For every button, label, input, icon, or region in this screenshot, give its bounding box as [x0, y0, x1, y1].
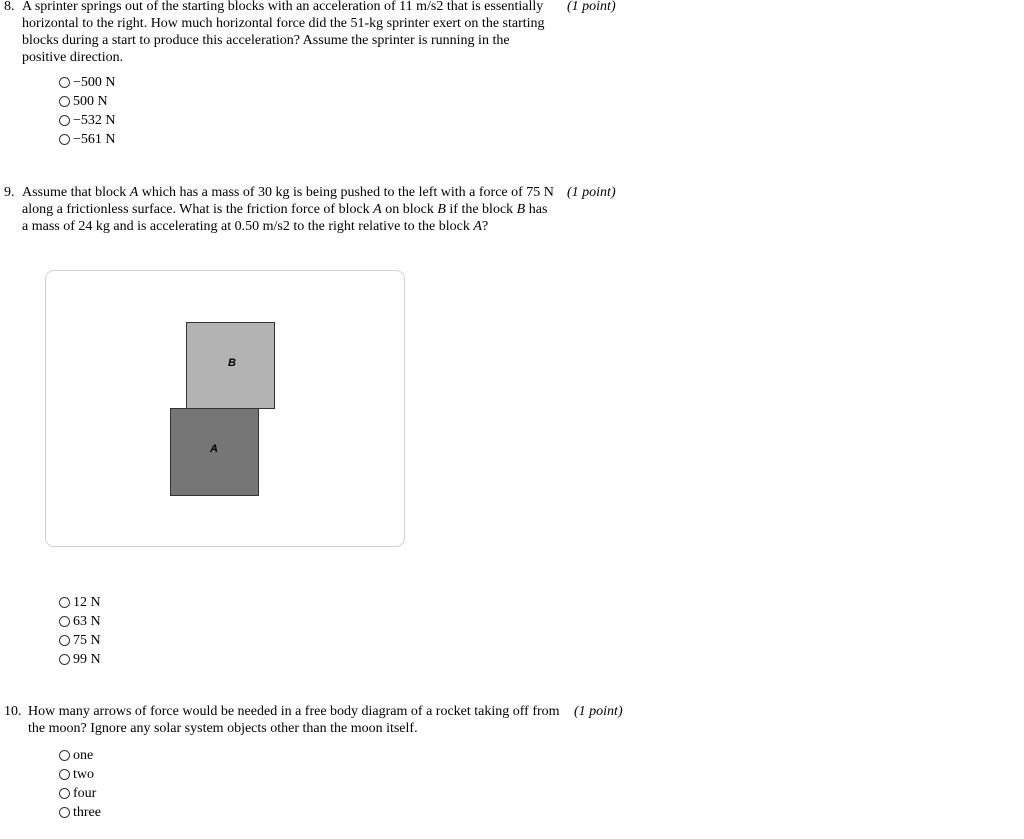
- answer-option[interactable]: [59, 650, 101, 669]
- option-label: 500 N: [73, 94, 108, 109]
- points-label: (1 point): [574, 704, 623, 719]
- question-text-line: a mass of 24 kg and is accelerating at 0.50 m/s2 to the right relative to the block A?: [22, 219, 489, 234]
- question-number: 8.: [4, 0, 15, 14]
- answer-option[interactable]: [59, 593, 101, 612]
- option-label: 63 N: [73, 614, 101, 629]
- question-text: [22, 0, 545, 66]
- answer-option[interactable]: [59, 111, 116, 130]
- question-text: [28, 703, 560, 737]
- radio-button[interactable]: [59, 597, 70, 608]
- option-label: −500 N: [73, 75, 116, 90]
- answer-options-q10: [59, 746, 101, 822]
- option-label: two: [73, 767, 94, 782]
- block-a: [170, 408, 259, 496]
- question-number: 10.: [4, 704, 22, 719]
- option-label: 12 N: [73, 595, 101, 610]
- option-label: three: [73, 805, 101, 820]
- question-10: [4, 703, 634, 743]
- option-label: −532 N: [73, 113, 116, 128]
- answer-option[interactable]: [59, 784, 101, 803]
- answer-option[interactable]: [59, 803, 101, 822]
- radio-button[interactable]: [59, 115, 70, 126]
- question-text: [22, 184, 554, 235]
- question-text-line: positive direction.: [22, 50, 124, 65]
- points-label: (1 point): [567, 185, 616, 200]
- answer-option[interactable]: [59, 631, 101, 650]
- answer-option[interactable]: [59, 92, 116, 111]
- option-label: four: [73, 786, 97, 801]
- answer-option[interactable]: [59, 73, 116, 92]
- question-text-line: A sprinter springs out of the starting blocks with an acceleration of 11 m/s2 that is essentially: [22, 0, 544, 14]
- radio-button[interactable]: [59, 77, 70, 88]
- option-label: −561 N: [73, 132, 116, 147]
- option-label: 99 N: [73, 652, 101, 667]
- radio-button[interactable]: [59, 750, 70, 761]
- radio-button[interactable]: [59, 654, 70, 665]
- answer-option[interactable]: [59, 612, 101, 631]
- block-b: [186, 322, 275, 409]
- question-text-line: Assume that block A which has a mass of 30 kg is being pushed to the left with a force of 75 N: [22, 185, 554, 200]
- question-text-line: along a frictionless surface. What is the friction force of block A on block B if the block B has: [22, 202, 548, 217]
- answer-option[interactable]: [59, 765, 101, 784]
- radio-button[interactable]: [59, 807, 70, 818]
- question-text-line: horizontal to the right. How much horizontal force did the 51-kg sprinter exert on the starting: [22, 16, 545, 31]
- question-text-line: How many arrows of force would be needed in a free body diagram of a rocket taking off from: [28, 704, 560, 719]
- question-text-line: blocks during a start to produce this acceleration? Assume the sprinter is running in the: [22, 33, 510, 48]
- points-label: (1 point): [567, 0, 616, 14]
- radio-button[interactable]: [59, 635, 70, 646]
- radio-button[interactable]: [59, 769, 70, 780]
- question-text-line: the moon? Ignore any solar system objects other than the moon itself.: [28, 721, 418, 736]
- radio-button[interactable]: [59, 616, 70, 627]
- block-b-label: B: [228, 357, 236, 369]
- answer-option[interactable]: [59, 746, 101, 765]
- answer-options-q8: [59, 73, 116, 149]
- block-a-label: A: [210, 443, 218, 455]
- option-label: 75 N: [73, 633, 101, 648]
- radio-button[interactable]: [59, 96, 70, 107]
- question-9: [4, 184, 624, 244]
- answer-options-q9: [59, 593, 101, 669]
- question-number: 9.: [4, 185, 15, 200]
- radio-button[interactable]: [59, 788, 70, 799]
- answer-option[interactable]: [59, 130, 116, 149]
- option-label: one: [73, 748, 94, 763]
- radio-button[interactable]: [59, 134, 70, 145]
